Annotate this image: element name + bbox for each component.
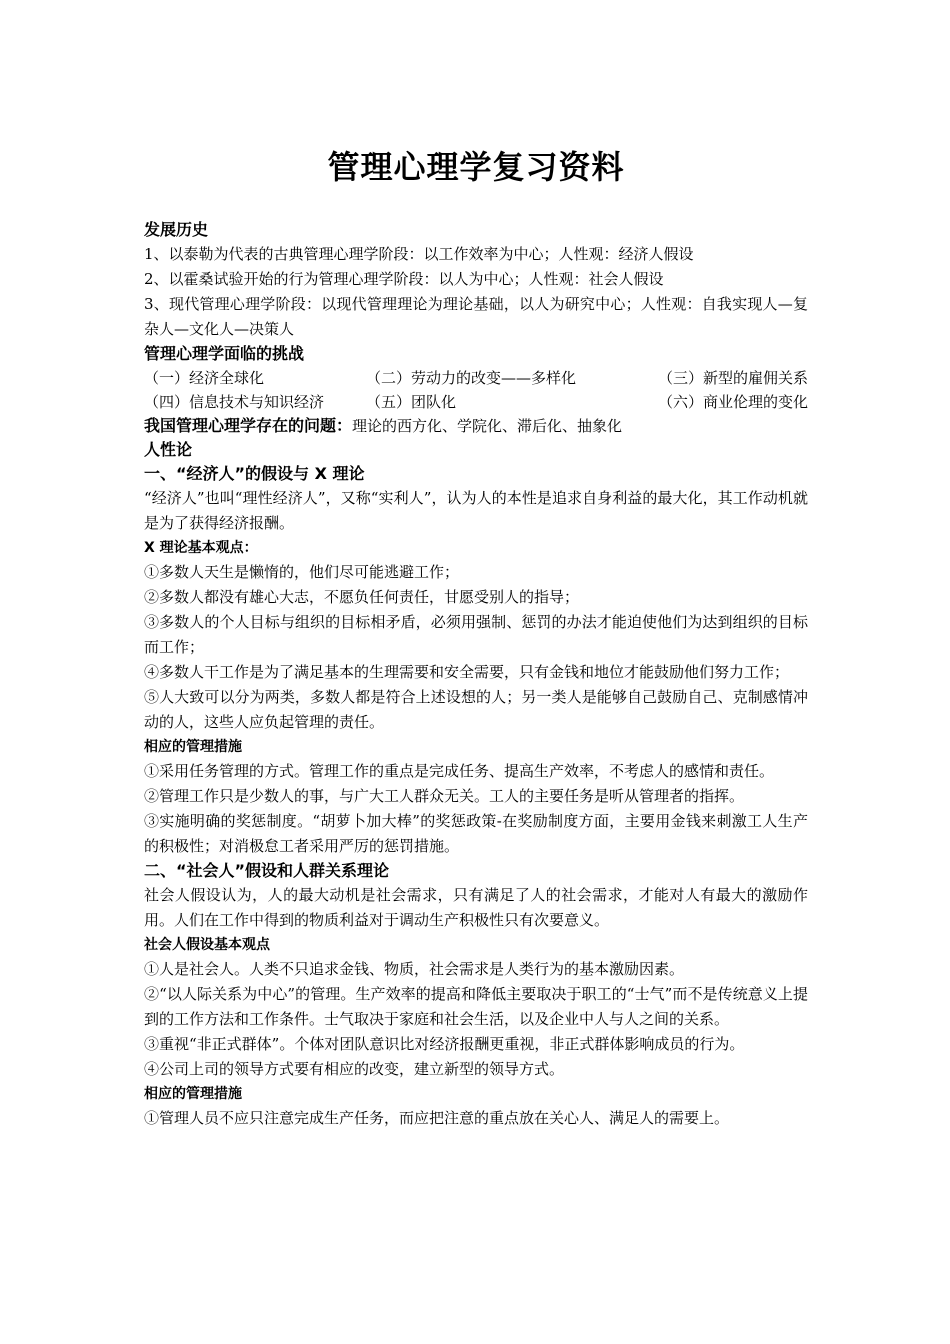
history-item: 2、以霍桑试验开始的行为管理心理学阶段：以人为中心；人性观：社会人假设 [144, 270, 664, 288]
social-measures-heading: 相应的管理措施 [144, 1086, 242, 1102]
challenges-heading: 管理心理学面临的挑战 [144, 344, 305, 363]
history-item: 1、以泰勒为代表的古典管理心理学阶段：以工作效率为中心；人性观：经济人假设 [144, 245, 694, 263]
challenge-item: （三）新型的雇佣关系 [657, 369, 808, 387]
social-point: ③重视“非正式群体”。个体对团队意识比对经济报酬更重视，非正式群体影响成员的行为。 [144, 1035, 745, 1053]
social-points-heading: 社会人假设基本观点 [144, 937, 270, 953]
social-point: ①人是社会人。人类不只追求金钱、物质，社会需求是人类行为的基本激励因素。 [144, 960, 685, 978]
challenges-row [144, 366, 808, 390]
social-intro: 社会人假设认为，人的最大动机是社会需求，只有满足了人的社会需求，才能对人有最大的激励作用。人们在工作中得到的物质利益对于调动生产积极性只有次要意义。 [144, 886, 808, 929]
history-item: 3、现代管理心理学阶段：以现代管理理论为理论基础，以人为研究中心；人性观：自我实现人—复杂人—文化人—决策人 [144, 295, 808, 338]
x-measure: ③实施明确的奖惩制度。“胡萝卜加大棒”的奖惩政策-在奖励制度方面，主要用金钱来刺激工人生产的积极性；对消极怠工者采用严厉的惩罚措施。 [144, 812, 808, 855]
challenges-row [144, 390, 808, 414]
problems-line [144, 414, 808, 438]
challenge-item: （四）信息技术与知识经济 [144, 393, 325, 411]
x-theory-point: ②多数人都没有雄心大志，不愿负任何责任，甘愿受别人的指导； [144, 588, 580, 606]
x-theory-point: ⑤人大致可以分为两类，多数人都是符合上述设想的人；另一类人是能够自己鼓励自己、克制感情冲动的人，这些人应负起管理的责任。 [144, 688, 808, 731]
x-theory-point: ①多数人天生是懒惰的，他们尽可能逃避工作； [144, 563, 460, 581]
challenge-item: （二）劳动力的改变——多样化 [366, 369, 577, 387]
x-theory-point: ④多数人干工作是为了满足基本的生理需要和安全需要，只有金钱和地位才能鼓励他们努力工作； [144, 663, 790, 681]
x-measure: ①采用任务管理的方式。管理工作的重点是完成任务、提高生产效率，不考虑人的感情和责任。 [144, 762, 775, 780]
x-measures-heading: 相应的管理措施 [144, 739, 242, 755]
social-measure: ①管理人员不应只注意完成生产任务，而应把注意的重点放在关心人、满足人的需要上。 [144, 1109, 730, 1127]
economic-heading: 一、“经济人”的假设与 X 理论 [144, 464, 365, 483]
x-theory-point: ③多数人的个人目标与组织的目标相矛盾，必须用强制、惩罚的办法才能迫使他们为达到组织的目标而工作； [144, 613, 808, 656]
problems-label: 我国管理心理学存在的问题： [144, 416, 353, 435]
x-theory-heading: X 理论基本观点： [144, 540, 258, 556]
x-measure: ②管理工作只是少数人的事，与广大工人群众无关。工人的主要任务是听从管理者的指挥。 [144, 787, 745, 805]
problems-text: 理论的西方化、学院化、滞后化、抽象化 [352, 417, 623, 435]
social-heading: 二、“社会人”假设和人群关系理论 [144, 861, 390, 880]
document-title: 管理心理学复习资料 [327, 148, 625, 186]
social-point: ④公司上司的领导方式要有相应的改变，建立新型的领导方式。 [144, 1060, 565, 1078]
history-heading: 发展历史 [144, 220, 209, 239]
challenge-item: （五）团队化 [366, 393, 457, 411]
challenge-item: （六）商业伦理的变化 [657, 393, 808, 411]
social-point: ②“以人际关系为中心”的管理。生产效率的提高和降低主要取决于职工的“士气”而不是传统意义上提到的工作方法和工作条件。士气取决于家庭和社会生活，以及企业中人与人之间的关系。 [144, 985, 808, 1028]
document-body [144, 218, 808, 1131]
challenge-item: （一）经济全球化 [144, 369, 265, 387]
human-nature-heading: 人性论 [144, 440, 193, 459]
economic-intro: “经济人”也叫“理性经济人”，又称“实利人”，认为人的本性是追求自身利益的最大化，其工作动机就是为了获得经济报酬。 [144, 489, 808, 532]
